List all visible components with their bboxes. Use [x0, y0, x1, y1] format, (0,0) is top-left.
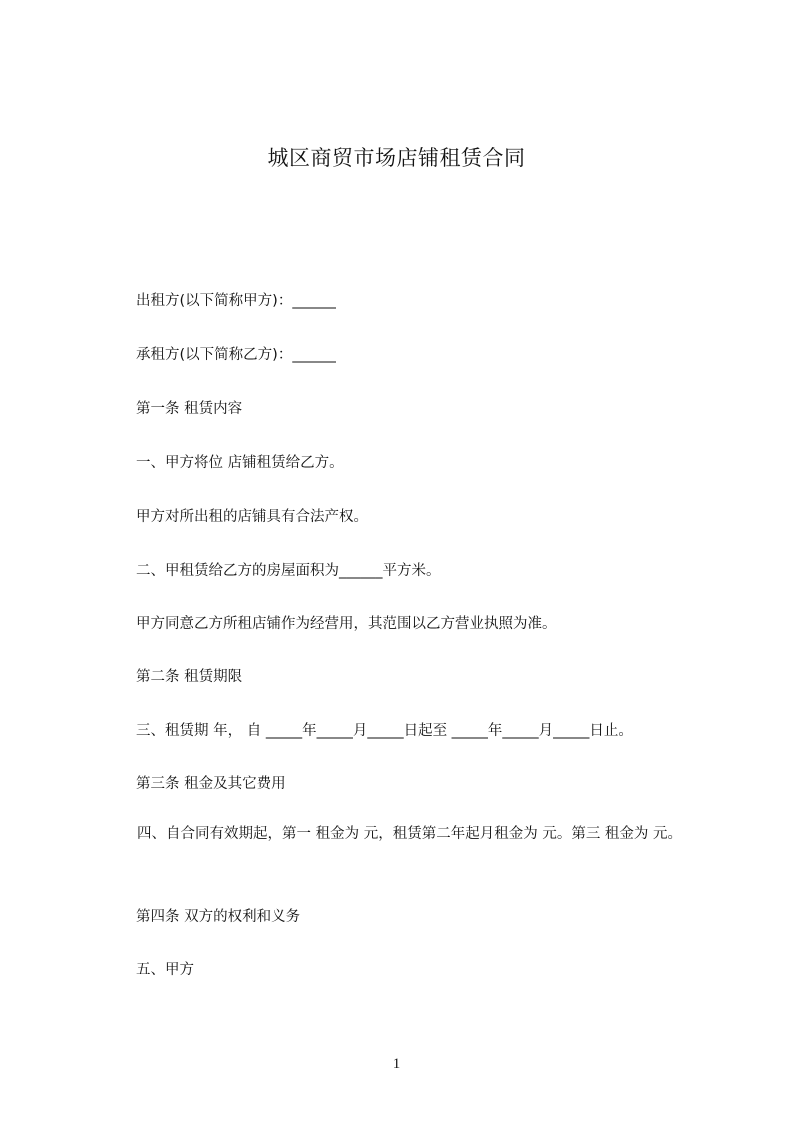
- lessee-line: 承租方(以下简称乙方)：______: [136, 347, 336, 363]
- article-4-heading: 第四条 双方的权利和义务: [136, 909, 301, 925]
- document-title: 城区商贸市场店铺租赁合同: [267, 146, 526, 170]
- article-2-heading: 第二条 租赁期限: [136, 669, 243, 685]
- clause-1: 一、甲方将位 店铺租赁给乙方。: [136, 455, 344, 471]
- clause-4: 四、自合同有效期起，第一 租金为 元，租赁第二年起月租金为 元。第三 租金为 元。: [137, 826, 683, 842]
- article-1-heading: 第一条 租赁内容: [136, 401, 243, 417]
- clause-2: 二、甲租赁给乙方的房屋面积为______平方米。: [136, 563, 441, 579]
- lessor-line: 出租方(以下简称甲方)：______: [136, 293, 336, 309]
- article-3-heading: 第三条 租金及其它费用: [136, 776, 286, 792]
- clause-3: 三、租赁期 年， 自 _____年_____月_____日起至 _____年_____月_____日止。: [136, 723, 633, 739]
- clause-5: 五、甲方: [136, 962, 194, 978]
- page-number: 1: [392, 1056, 401, 1072]
- usage-statement: 甲方同意乙方所租店铺作为经营用，其范围以乙方营业执照为准。: [136, 616, 557, 632]
- ownership-statement: 甲方对所出租的店铺具有合法产权。: [136, 509, 368, 525]
